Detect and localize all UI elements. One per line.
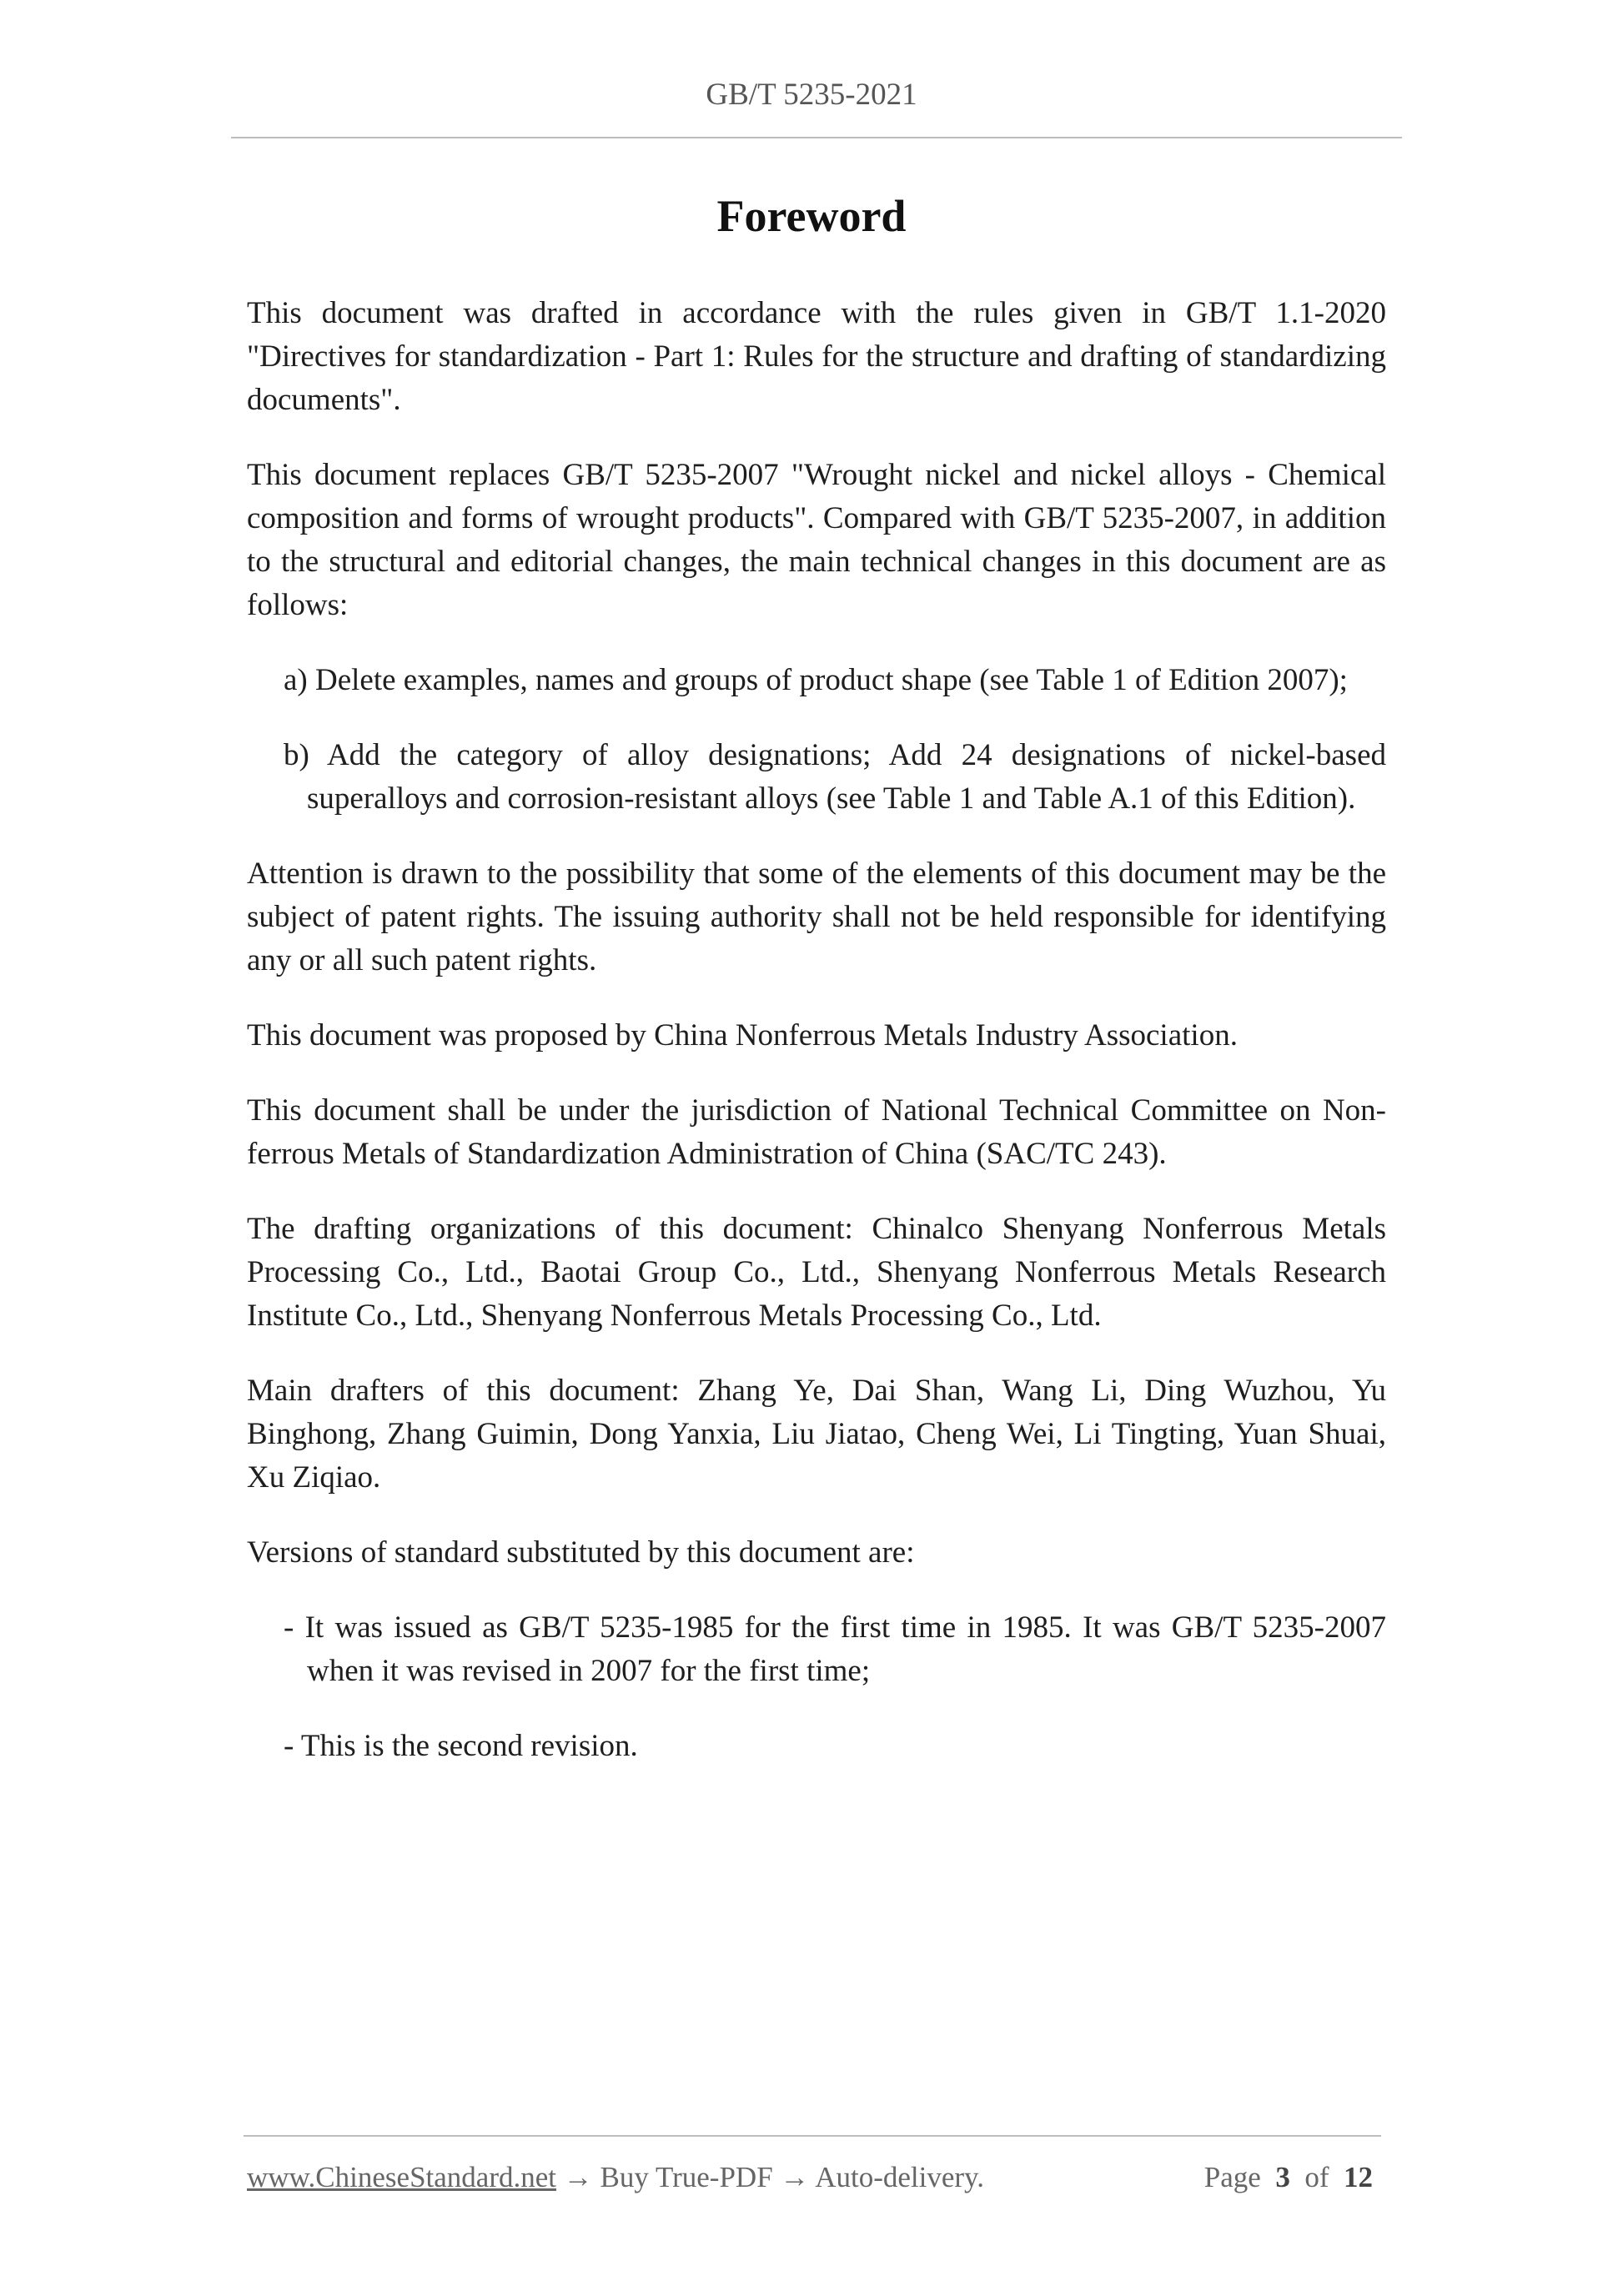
footer-promo [247,2161,984,2194]
paragraph-patent-notice: Attention is drawn to the possibility that some of the elements of this document may be the subject of patent rights. The issuing authority shall not be held responsible for identifying any or all such patent rights. [247,857,1386,977]
paragraph-versions-intro: Versions of standard substituted by this document are: [247,1535,915,1570]
footer-promo-text: → Buy True-PDF → Auto-delivery. [556,2161,985,2193]
list-item-change-b: b) Add the category of alloy designations; Add 24 designations of nickel-based superalloys and corrosion-resistant alloys (see Table 1 and Table A.1 of this Edition). [284,738,1386,816]
page-number [1204,2161,1373,2194]
header-divider [231,137,1402,138]
paragraph-drafting-rules: This document was drafted in accordance with the rules given in GB/T 1.1-2020 "Directives for standardization - Part 1: Rules for the structure and drafting of standardizing documents". [247,296,1386,417]
list-item-change-a: a) Delete examples, names and groups of product shape (see Table 1 of Edition 2007); [284,663,1348,697]
page-word: Page [1203,2161,1261,2193]
paragraph-proposer: This document was proposed by China Nonferrous Metals Industry Association. [247,1018,1238,1053]
list-item-version-history: - It was issued as GB/T 5235-1985 for the first time in 1985. It was GB/T 5235-2007 when it was revised in 2007 for the first time; [284,1610,1386,1688]
paragraph-jurisdiction: This document shall be under the jurisdiction of National Technical Committee on Non-ferrous Metals of Standardization Administration of China (SAC/TC 243). [247,1093,1386,1171]
running-header: GB/T 5235-2021 [706,78,917,112]
document-body [247,292,1386,1800]
paragraph-main-drafters: Main drafters of this document: Zhang Ye, Dai Shan, Wang Li, Ding Wuzhou, Yu Binghong, Zhang Guimin, Dong Yanxia, Liu Jiatao, Cheng Wei, Li Tingting, Yuan Shuai, Xu Ziqiao. [247,1374,1386,1495]
page-current: 3 [1275,2161,1290,2193]
page-title: Foreword [716,191,907,241]
footer-divider [244,2135,1381,2137]
page-total: 12 [1344,2161,1373,2193]
site-link[interactable]: www.ChineseStandard.net [247,2161,556,2193]
paragraph-replacement: This document replaces GB/T 5235-2007 "Wrought nickel and nickel alloys - Chemical composition and forms of wrought products". Compared with GB/T 5235-2007, in addition to the structural and editorial changes, the main technical changes in this document are as follows: [247,458,1386,622]
paragraph-drafting-organizations: The drafting organizations of this document: Chinalco Shenyang Nonferrous Metals Processing Co., Ltd., Baotai Group Co., Ltd., Shenyang Nonferrous Metals Research Institute Co., Ltd., Shenyang Nonferrous Metals Processing Co., Ltd. [247,1212,1386,1333]
list-item-second-revision: - This is the second revision. [284,1729,638,1763]
of-word: of [1304,2161,1329,2193]
